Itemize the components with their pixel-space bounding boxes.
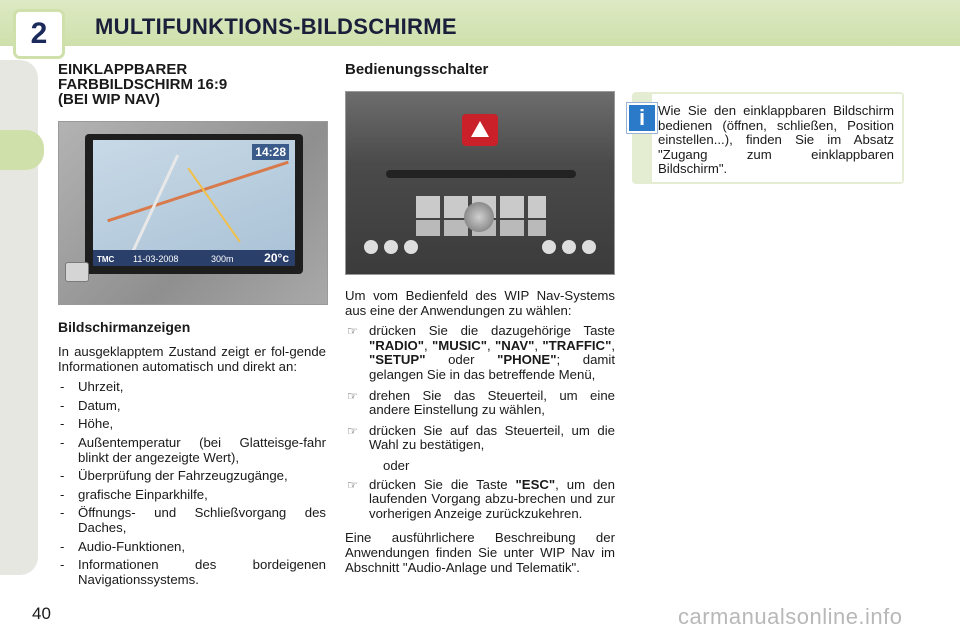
list-item: - grafische Einparkhilfe, bbox=[58, 488, 326, 503]
step-text: drücken Sie die dazugehörige Taste bbox=[369, 323, 615, 339]
hazard-warning-icon bbox=[462, 114, 498, 146]
step-item bbox=[345, 324, 615, 382]
middle-column bbox=[345, 62, 615, 581]
list-item: - Überprüfung der Fahrzeugzugänge, bbox=[58, 469, 326, 484]
key-music: "MUSIC" bbox=[432, 337, 488, 353]
screen-distance: 300m bbox=[211, 254, 234, 264]
section-title-controls: Bedienungsschalter bbox=[345, 61, 489, 78]
step-item bbox=[345, 478, 615, 522]
preset-button-icon bbox=[404, 240, 418, 254]
info-text: Wie Sie den einklappbaren Bildschirm bedienen (öffnen, schließen, Position einstellen...), finden Sie im Absatz "Zugang zum einklappbaren Bildschirm". bbox=[652, 94, 902, 182]
controls-intro: Um vom Bedienfeld des WIP Nav-Systems aus eine der Anwendungen zu wählen: bbox=[345, 288, 615, 318]
preset-button-icon bbox=[562, 240, 576, 254]
separator: , bbox=[534, 337, 543, 353]
separator: oder bbox=[425, 352, 498, 368]
photo-color-screen bbox=[58, 121, 328, 305]
info-box bbox=[632, 92, 904, 184]
preset-button-icon bbox=[582, 240, 596, 254]
page-number: 40 bbox=[32, 604, 51, 623]
step-text: drücken Sie auf das Steuerteil, um die Wahl zu bestätigen, bbox=[369, 422, 615, 453]
map-road bbox=[130, 155, 179, 256]
list-item: - Öffnungs- und Schließvorgang des Daches, bbox=[58, 506, 326, 535]
photo-control-panel bbox=[345, 91, 615, 275]
display-items-list bbox=[58, 380, 326, 587]
screen-date: 11-03-2008 bbox=[133, 254, 179, 264]
key-radio: "RADIO" bbox=[369, 337, 424, 353]
pointing-hand-icon: ☞ bbox=[347, 324, 358, 339]
closing-paragraph: Eine ausführlichere Beschreibung der Anwendungen finden Sie unter WIP Nav im Abschnitt "Audio-Anlage und Telematik". bbox=[345, 530, 615, 575]
step-text: , um den laufenden Vorgang abzu-brechen und zur vorherigen Anzeige zurückzukehren. bbox=[369, 476, 615, 521]
screen-tmc: TMC bbox=[97, 255, 115, 264]
preset-button-icon bbox=[364, 240, 378, 254]
section-title-screen bbox=[58, 62, 326, 107]
pointing-hand-icon: ☞ bbox=[347, 388, 358, 403]
steps-list bbox=[345, 324, 615, 521]
page-title: MULTIFUNKTIONS-BILDSCHIRME bbox=[95, 14, 457, 39]
navigation-map bbox=[93, 140, 295, 266]
section-title-line-3: (BEI WIP NAV) bbox=[58, 91, 160, 108]
key-setup: "SETUP" bbox=[369, 352, 426, 368]
preset-button-icon bbox=[384, 240, 398, 254]
section-title-line-2: FARBBILDSCHIRM 16:9 bbox=[58, 76, 228, 93]
list-item: - Audio-Funktionen, bbox=[58, 540, 326, 555]
step-text: drücken Sie die Taste bbox=[369, 476, 516, 492]
step-text: drehen Sie das Steuerteil, um eine andere Einstellung zu wählen, bbox=[369, 387, 615, 418]
section-title-line-1: EINKLAPPBARER bbox=[58, 61, 188, 78]
screen-temperature: 20°c bbox=[264, 251, 289, 265]
screen-clock: 14:28 bbox=[252, 144, 289, 160]
info-icon: i bbox=[627, 103, 657, 133]
step-text: ; damit gelangen Sie in das betreffende Menü, bbox=[369, 352, 615, 382]
key-esc: "ESC" bbox=[515, 476, 556, 492]
step-item bbox=[345, 424, 615, 453]
list-item: - Außentemperatur (bei Glatteisge-fahr blinkt der angezeigte Wert), bbox=[58, 436, 326, 465]
key-traffic: "TRAFFIC" bbox=[542, 337, 612, 353]
pointing-hand-icon: ☞ bbox=[347, 477, 358, 492]
separator: , bbox=[611, 337, 615, 353]
preset-button-icon bbox=[542, 240, 556, 254]
pointing-hand-icon: ☞ bbox=[347, 423, 358, 438]
chapter-tab-marker bbox=[0, 130, 44, 170]
rotary-control-knob bbox=[464, 202, 494, 232]
step-item bbox=[345, 389, 615, 418]
separator: , bbox=[424, 337, 433, 353]
list-item: - Datum, bbox=[58, 399, 326, 414]
list-item: - Höhe, bbox=[58, 417, 326, 432]
list-item: - Informationen des bordeigenen Navigationssystems. bbox=[58, 558, 326, 587]
or-separator: oder bbox=[383, 457, 410, 473]
key-nav: "NAV" bbox=[495, 337, 535, 353]
map-road bbox=[107, 161, 289, 223]
eject-button-icon bbox=[65, 262, 89, 282]
list-item: - Uhrzeit, bbox=[58, 380, 326, 395]
subtitle-displays: Bildschirmanzeigen bbox=[58, 319, 191, 335]
separator: , bbox=[487, 337, 496, 353]
intro-paragraph: In ausgeklapptem Zustand zeigt er fol-gende Informationen automatisch und direkt an: bbox=[58, 344, 326, 374]
cd-slot bbox=[386, 170, 576, 178]
watermark: carmanualsonline.info bbox=[678, 604, 903, 629]
left-column bbox=[58, 62, 326, 591]
key-phone: "PHONE" bbox=[497, 352, 557, 368]
chapter-number: 2 bbox=[16, 12, 62, 56]
